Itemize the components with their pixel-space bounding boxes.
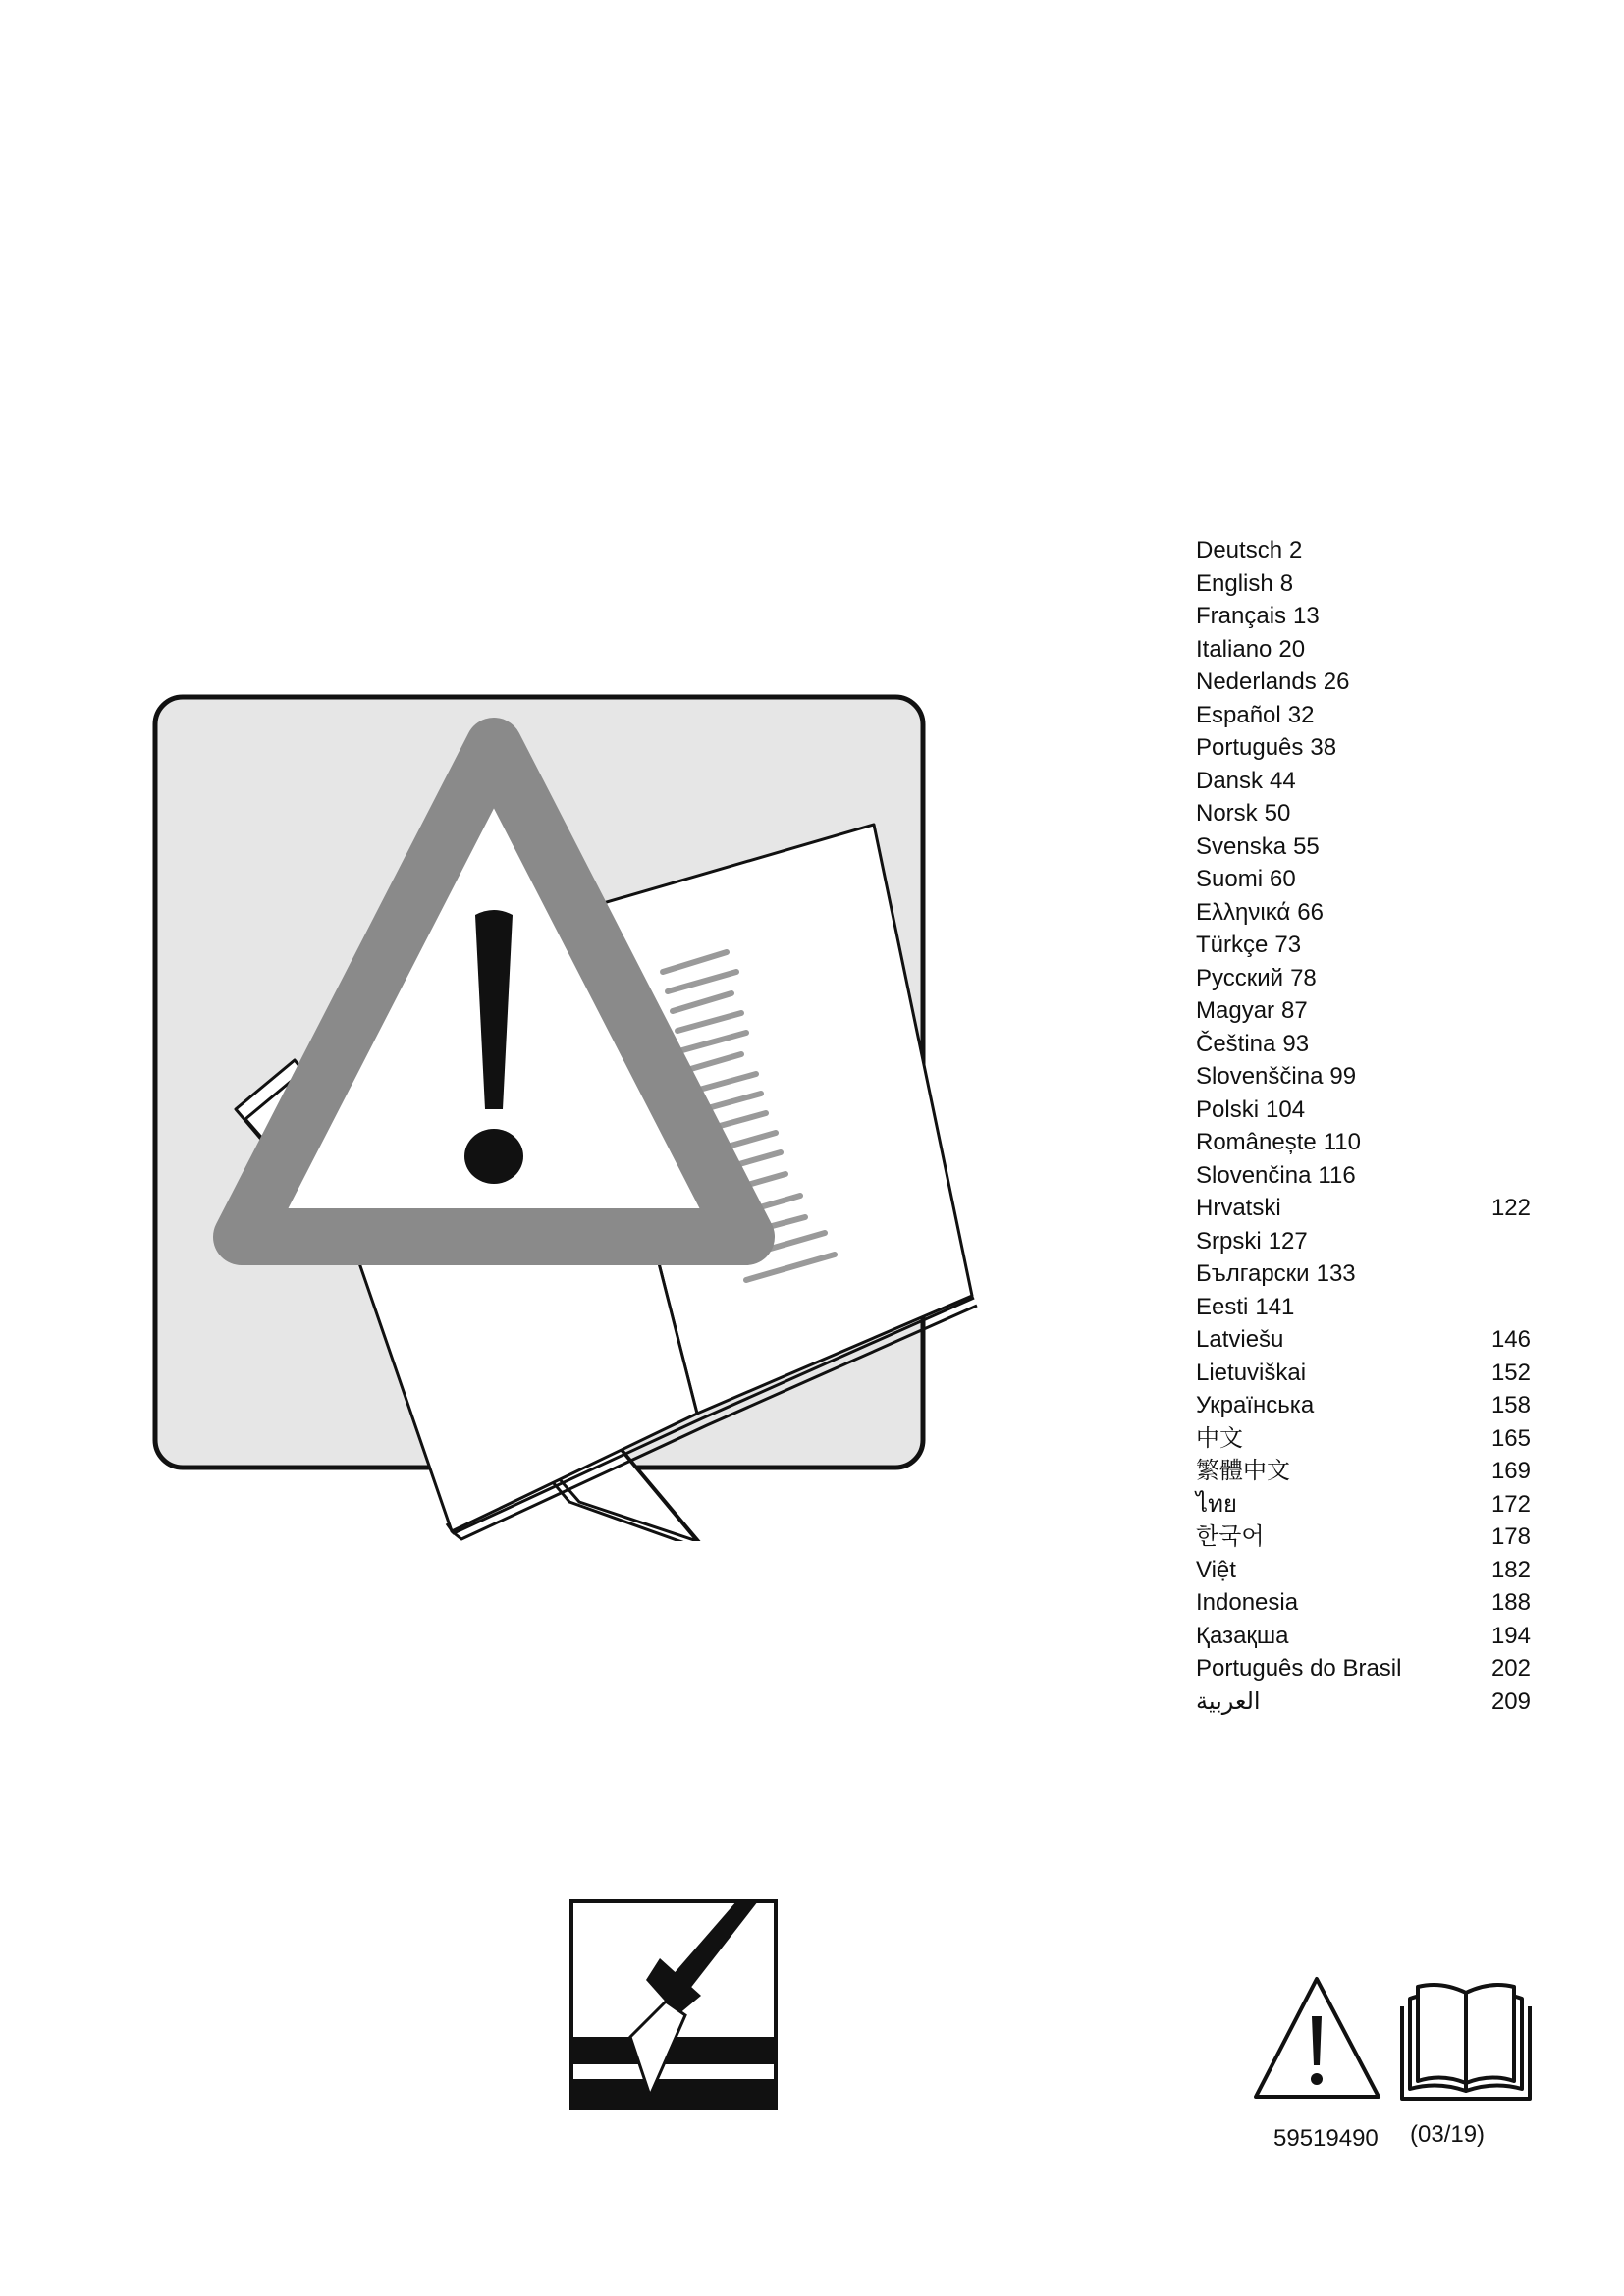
- toc-row: [1196, 797, 1540, 830]
- toc-page-number: 158: [1490, 1392, 1531, 1418]
- toc-language-label: Deutsch: [1196, 537, 1283, 563]
- toc-page-number: 182: [1490, 1556, 1531, 1583]
- toc-page-number: 60: [1270, 866, 1296, 892]
- toc-language-label: Polski: [1196, 1095, 1260, 1123]
- toc-language-label: 한국어: [1196, 1523, 1265, 1550]
- toc-entry: [1196, 1060, 1356, 1094]
- toc-page-number: 2: [1289, 537, 1303, 563]
- toc-language-label: Slovenščina: [1196, 1063, 1324, 1090]
- toc-row: [1196, 1192, 1540, 1225]
- toc-language-label: Românește: [1196, 1129, 1317, 1155]
- toc-entry: [1196, 896, 1324, 930]
- toc-entry: [1196, 863, 1296, 896]
- toc-page-number: 165: [1490, 1424, 1531, 1452]
- toc-page-number: 87: [1281, 997, 1308, 1024]
- toc-entry: [1196, 1257, 1356, 1291]
- caution-triangle-icon: [1252, 1975, 1382, 2101]
- toc-page-number: 93: [1282, 1030, 1310, 1057]
- toc-row: [1196, 567, 1540, 601]
- toc-language-label: Dansk: [1196, 767, 1264, 794]
- toc-row: [1196, 765, 1540, 798]
- toc-language-label: Indonesia: [1196, 1589, 1299, 1616]
- toc-page-number: 194: [1490, 1622, 1531, 1649]
- toc-row: [1196, 1323, 1540, 1357]
- document-number: 59519490: [1273, 2125, 1379, 2152]
- toc-language-label: Português: [1196, 734, 1304, 761]
- toc-row: [1196, 666, 1540, 699]
- toc-entry: [1196, 567, 1293, 601]
- toc-language-label: Português do Brasil: [1196, 1655, 1402, 1682]
- toc-language-label: Қазақша: [1196, 1622, 1289, 1649]
- toc-row: [1196, 1257, 1540, 1291]
- toc-language-label: 繁體中文: [1196, 1458, 1290, 1484]
- toc-row: [1196, 1291, 1540, 1324]
- toc-row: [1196, 731, 1540, 765]
- toc-row: [1196, 534, 1540, 567]
- toc-page-number: 172: [1490, 1490, 1531, 1518]
- toc-page-number: 202: [1490, 1655, 1531, 1682]
- toc-language-label: Hrvatski: [1196, 1195, 1281, 1221]
- toc-entry: [1196, 830, 1320, 864]
- toc-entry: [1196, 600, 1320, 633]
- toc-language-label: Français: [1196, 603, 1287, 629]
- toc-row: [1196, 1060, 1540, 1094]
- toc-language-label: English: [1196, 569, 1273, 597]
- toc-entry: [1196, 797, 1290, 830]
- toc-language-label: Norsk: [1196, 800, 1258, 827]
- warning-manual-illustration: [147, 687, 982, 1541]
- toc-row: [1196, 600, 1540, 633]
- toc-row: [1196, 1357, 1540, 1390]
- toc-language-label: Magyar: [1196, 997, 1275, 1024]
- toc-language-label: ไทย: [1196, 1490, 1237, 1518]
- toc-row: [1196, 1225, 1540, 1258]
- toc-entry: [1196, 1028, 1309, 1061]
- toc-page-number: 55: [1293, 832, 1320, 860]
- toc-row: [1196, 1028, 1540, 1061]
- toc-page-number: 78: [1290, 964, 1317, 991]
- toc-page-number: 32: [1287, 701, 1315, 728]
- toc-page-number: 127: [1268, 1227, 1308, 1255]
- toc-page-number: 50: [1264, 800, 1291, 827]
- toc-language-label: 中文: [1196, 1424, 1243, 1452]
- toc-row: [1196, 1488, 1540, 1522]
- toc-row: [1196, 1126, 1540, 1159]
- toc-page-number: 99: [1329, 1063, 1357, 1090]
- toc-row: [1196, 1521, 1540, 1554]
- language-index: [1196, 534, 1540, 1718]
- toc-language-label: العربية: [1196, 1687, 1261, 1715]
- toc-row: [1196, 1389, 1540, 1422]
- toc-row: [1196, 896, 1540, 930]
- toc-page-number: 188: [1490, 1589, 1531, 1616]
- toc-language-label: Ελληνικά: [1196, 898, 1291, 926]
- toc-language-label: Svenska: [1196, 832, 1287, 860]
- open-manual-icon: [1398, 1979, 1534, 2103]
- toc-row: [1196, 1620, 1540, 1653]
- toc-row: [1196, 1159, 1540, 1193]
- toc-language-label: Български: [1196, 1260, 1310, 1287]
- toc-page-number: 152: [1490, 1359, 1531, 1386]
- toc-page-number: 73: [1274, 932, 1302, 958]
- toc-row: [1196, 1455, 1540, 1488]
- toc-language-label: Eesti: [1196, 1293, 1249, 1320]
- toc-page-number: 209: [1490, 1687, 1531, 1715]
- toc-page-number: 20: [1278, 635, 1306, 663]
- toc-page-number: 66: [1297, 898, 1324, 926]
- toc-page-number: 169: [1490, 1458, 1531, 1484]
- toc-entry: [1196, 994, 1308, 1028]
- toc-entry: [1196, 1225, 1308, 1258]
- toc-language-label: Slovenčina: [1196, 1161, 1312, 1189]
- toc-language-label: Türkçe: [1196, 932, 1269, 958]
- toc-row: [1196, 994, 1540, 1028]
- toc-page-number: 141: [1255, 1293, 1295, 1320]
- toc-entry: [1196, 962, 1317, 995]
- toc-language-label: Українська: [1196, 1392, 1315, 1418]
- toc-language-label: Latviešu: [1196, 1326, 1284, 1353]
- toc-language-label: Việt: [1196, 1556, 1236, 1583]
- toc-row: [1196, 1094, 1540, 1127]
- toc-language-label: Nederlands: [1196, 668, 1317, 695]
- toc-page-number: 8: [1279, 569, 1294, 597]
- toc-row: [1196, 830, 1540, 864]
- toc-entry: [1196, 1126, 1361, 1159]
- toc-language-label: Italiano: [1196, 635, 1272, 663]
- toc-language-label: Lietuviškai: [1196, 1359, 1307, 1386]
- toc-page-number: 44: [1270, 767, 1296, 794]
- toc-row: [1196, 633, 1540, 667]
- toc-row: [1196, 1685, 1540, 1719]
- toc-page-number: 13: [1293, 603, 1320, 629]
- toc-row: [1196, 699, 1540, 732]
- document-date: (03/19): [1410, 2121, 1486, 2148]
- toc-entry: [1196, 1094, 1305, 1127]
- toc-language-label: Español: [1196, 701, 1281, 728]
- toc-page-number: 122: [1490, 1195, 1531, 1221]
- toc-page-number: 26: [1323, 668, 1350, 695]
- toc-row: [1196, 1422, 1540, 1456]
- toc-row: [1196, 929, 1540, 962]
- toc-entry: [1196, 534, 1302, 567]
- toc-page-number: 133: [1316, 1260, 1356, 1287]
- toc-page-number: 104: [1266, 1095, 1306, 1123]
- toc-entry: [1196, 731, 1336, 765]
- toc-row: [1196, 1652, 1540, 1685]
- toc-language-label: Srpski: [1196, 1227, 1262, 1255]
- toc-row: [1196, 962, 1540, 995]
- toc-entry: [1196, 929, 1301, 962]
- toc-entry: [1196, 666, 1349, 699]
- toc-language-label: Suomi: [1196, 866, 1264, 892]
- toc-page-number: 116: [1318, 1161, 1356, 1189]
- toc-language-label: Čeština: [1196, 1030, 1276, 1057]
- toc-row: [1196, 1586, 1540, 1620]
- toc-page-number: 110: [1323, 1129, 1361, 1155]
- toc-entry: [1196, 633, 1305, 667]
- toc-row: [1196, 863, 1540, 896]
- toc-entry: [1196, 1291, 1294, 1324]
- toc-page-number: 178: [1490, 1523, 1531, 1550]
- toc-page-number: 146: [1490, 1326, 1531, 1353]
- toc-page-number: 38: [1310, 734, 1337, 761]
- toc-row: [1196, 1554, 1540, 1587]
- toc-entry: [1196, 699, 1314, 732]
- toc-entry: [1196, 1159, 1356, 1193]
- toc-entry: [1196, 765, 1296, 798]
- pressure-washer-nozzle-icon: [569, 1899, 778, 2110]
- toc-language-label: Русский: [1196, 964, 1284, 991]
